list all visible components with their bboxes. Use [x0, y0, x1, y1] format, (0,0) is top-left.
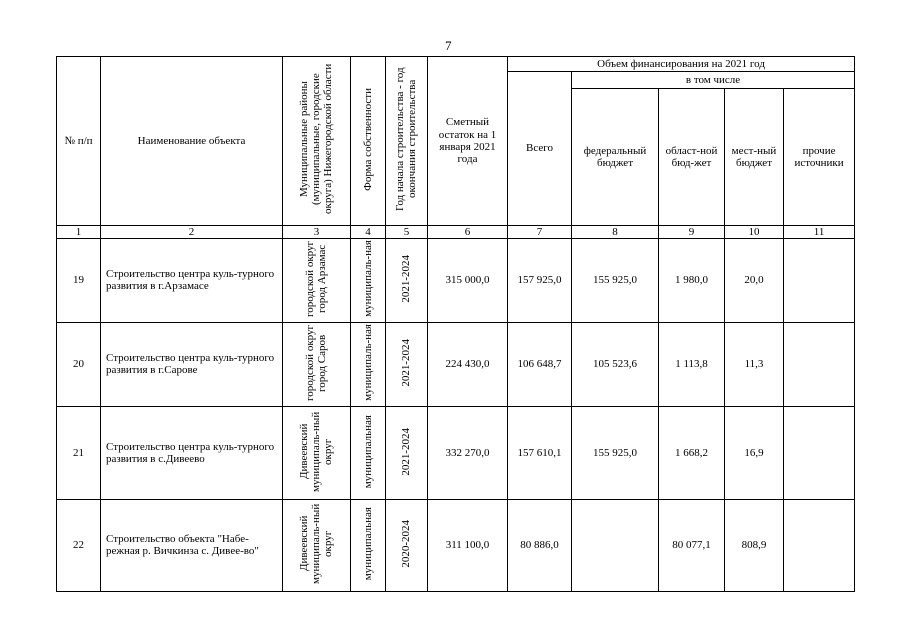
row-name: Строительство объекта "Набе-режная р. Вичкинза с. Дивее-во" [101, 500, 283, 591]
row-total: 157 925,0 [508, 239, 572, 322]
row-estimate: 332 270,0 [428, 406, 508, 499]
row-ownership: муниципаль-ная [351, 322, 386, 406]
row-local: 20,0 [725, 239, 784, 322]
row-local: 808,9 [725, 500, 784, 591]
row-num: 21 [57, 406, 101, 499]
row-other [784, 322, 855, 406]
row-other [784, 239, 855, 322]
index-cell: 6 [428, 226, 508, 239]
header-including: в том числе [572, 72, 855, 89]
row-years: 2020-2024 [386, 500, 428, 591]
row-federal: 155 925,0 [572, 406, 659, 499]
row-ownership: муниципальная [351, 500, 386, 591]
row-federal: 155 925,0 [572, 239, 659, 322]
row-num: 20 [57, 322, 101, 406]
row-estimate: 311 100,0 [428, 500, 508, 591]
header-regional: област-ной бюд-жет [659, 89, 725, 226]
index-cell: 3 [283, 226, 351, 239]
header-funding-group: Объем финансирования на 2021 год [508, 57, 855, 72]
row-district: Дивеевский муниципаль-ный округ [283, 500, 351, 591]
index-cell: 7 [508, 226, 572, 239]
index-cell: 10 [725, 226, 784, 239]
table-row [57, 322, 855, 406]
header-total: Всего [508, 72, 572, 226]
header-ownership: Форма собственности [351, 57, 386, 226]
table-row [57, 500, 855, 591]
row-local: 16,9 [725, 406, 784, 499]
row-ownership: муниципаль-ная [351, 239, 386, 322]
row-name: Строительство центра куль-турного развития в с.Дивеево [101, 406, 283, 499]
row-years: 2021-2024 [386, 322, 428, 406]
index-cell: 2 [101, 226, 283, 239]
index-cell: 1 [57, 226, 101, 239]
index-cell: 5 [386, 226, 428, 239]
index-cell: 9 [659, 226, 725, 239]
table-row [57, 239, 855, 322]
header-district: Муниципальные районы (муниципальные, городские округа) Нижегородской области [283, 57, 351, 226]
row-name: Строительство центра куль-турного развития в г.Сарове [101, 322, 283, 406]
header-local: мест-ный бюджет [725, 89, 784, 226]
row-num: 19 [57, 239, 101, 322]
row-other [784, 500, 855, 591]
row-regional: 1 113,8 [659, 322, 725, 406]
header-federal: федеральный бюджет [572, 89, 659, 226]
header-other: прочие источники [784, 89, 855, 226]
row-district: городской округ город Саров [283, 322, 351, 406]
row-years: 2021-2024 [386, 239, 428, 322]
row-total: 157 610,1 [508, 406, 572, 499]
row-other [784, 406, 855, 499]
header-num: № п/п [57, 57, 101, 226]
row-federal [572, 500, 659, 591]
header-name: Наименование объекта [101, 57, 283, 226]
row-years: 2021-2024 [386, 406, 428, 499]
row-name: Строительство центра куль-турного развития в г.Арзамасе [101, 239, 283, 322]
row-district: Дивеевский муниципаль-ный округ [283, 406, 351, 499]
row-district: городской округ город Арзамас [283, 239, 351, 322]
row-regional: 1 980,0 [659, 239, 725, 322]
header-estimate: Сметный остаток на 1 января 2021 года [428, 57, 508, 226]
row-estimate: 315 000,0 [428, 239, 508, 322]
row-total: 80 886,0 [508, 500, 572, 591]
index-cell: 11 [784, 226, 855, 239]
index-cell: 8 [572, 226, 659, 239]
row-local: 11,3 [725, 322, 784, 406]
table-row [57, 406, 855, 499]
row-ownership: муниципальная [351, 406, 386, 499]
header-years: Год начала строительства - год окончания строительства [386, 57, 428, 226]
row-regional: 80 077,1 [659, 500, 725, 591]
row-total: 106 648,7 [508, 322, 572, 406]
column-index-row [57, 226, 855, 239]
row-regional: 1 668,2 [659, 406, 725, 499]
row-estimate: 224 430,0 [428, 322, 508, 406]
index-cell: 4 [351, 226, 386, 239]
financing-table [56, 56, 855, 592]
row-federal: 105 523,6 [572, 322, 659, 406]
page-number: 7 [445, 38, 452, 53]
row-num: 22 [57, 500, 101, 591]
